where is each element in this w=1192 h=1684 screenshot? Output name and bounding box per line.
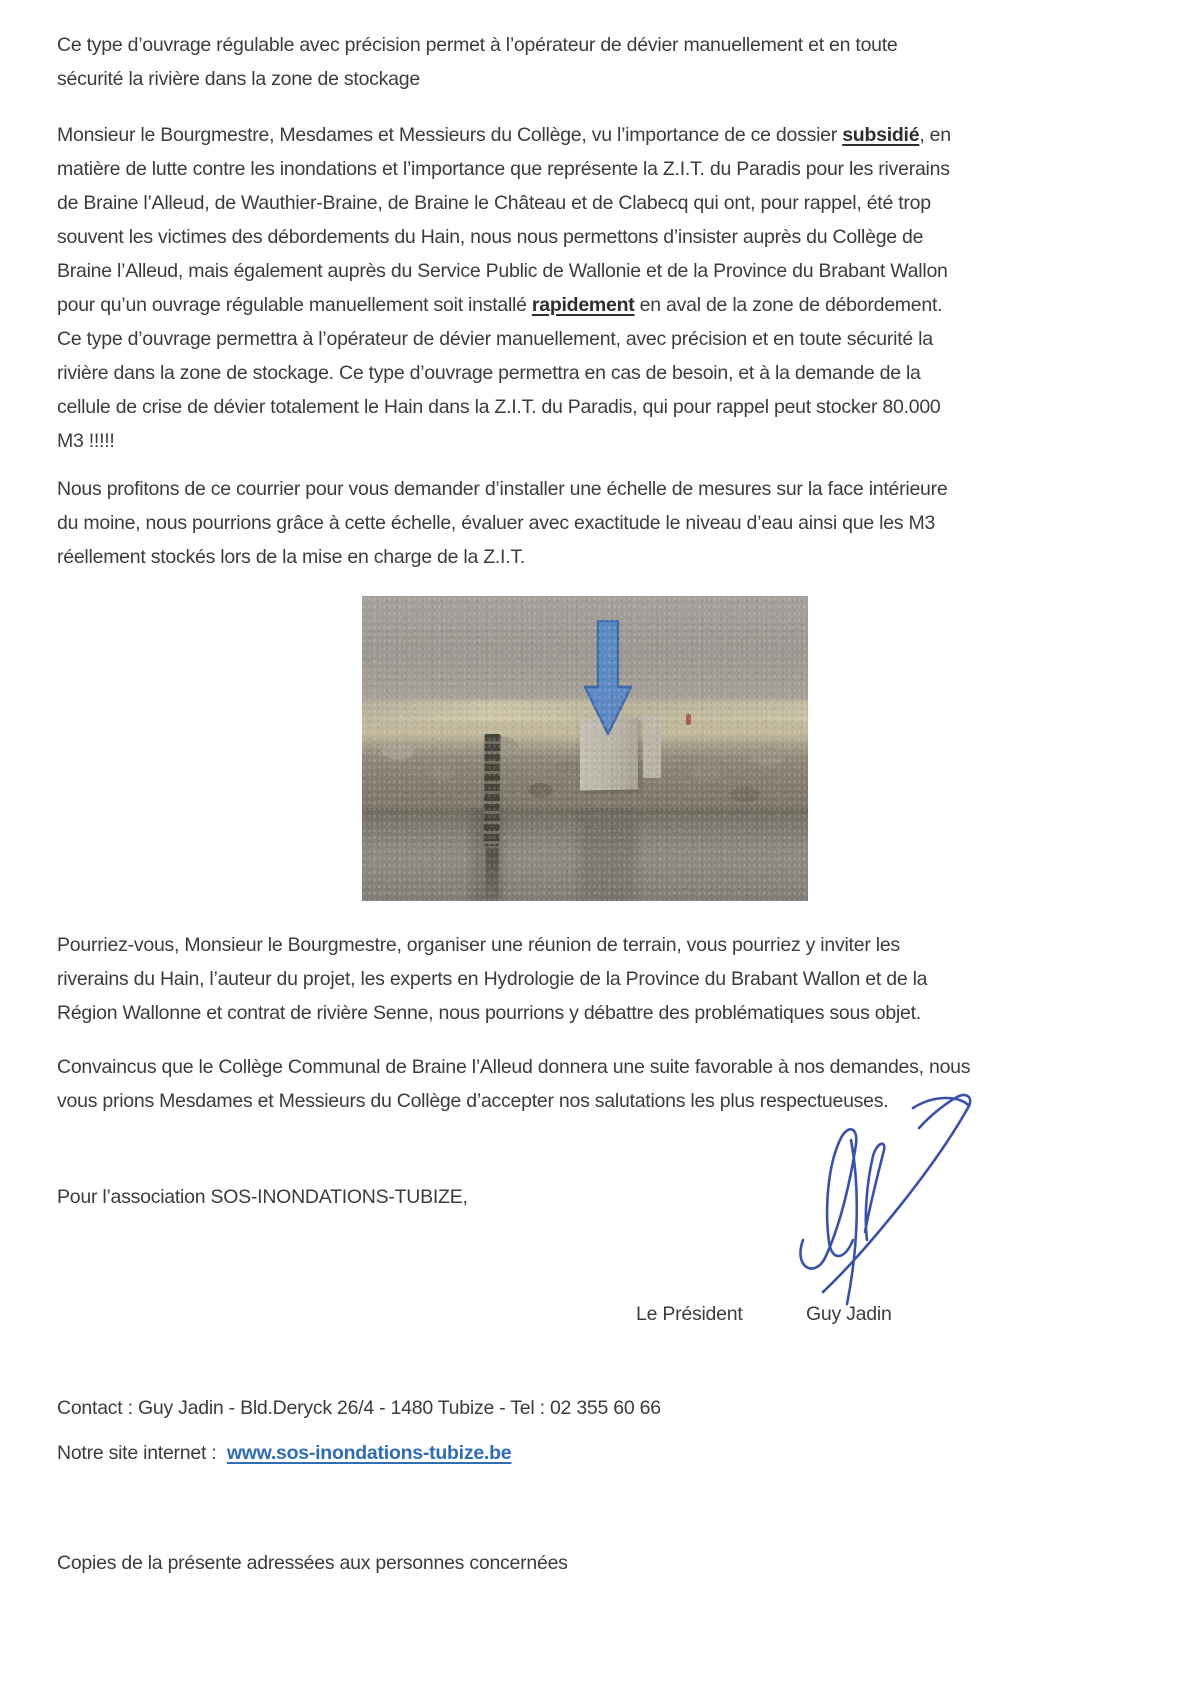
main-text-pre: Monsieur le Bourgmestre, Mesdames et Messieurs du Collège, vu l’importance de ce dossier (57, 124, 843, 146)
emphasis-subsidie: subsidié (842, 124, 920, 146)
website-label: Notre site internet : (57, 1442, 227, 1464)
red-marker-speck (686, 714, 691, 725)
president-name: Guy Jadin (806, 1303, 892, 1325)
paragraph-gauge-request: Nous profitons de ce courrier pour vous demander d’installer une échelle de mesures sur la face intérieure du moine, nous pourrions grâce à cette échelle, évaluer avec exactitude le niveau d’eau ainsi que les M3 réellement stockés lors de la mise en charge de la Z.I.T. (57, 478, 948, 568)
main-text-mid: , en matière de lutte contre les inondations et l’importance que représente la Z.I.T. du Paradis pour les riverains de Braine l’Alleud, de Wauthier-Braine, de Braine le Château et de Clabecq qui ont, pour rappel, été trop souvent les victimes des débordements du Hain, nous nous permettons d’insister auprès du Collège de Braine l’Alleud, mais également auprès du Service Public de Wallonie et de la Province du Brabant Wallon pour qu’un ouvrage régulable manuellement soit installé (57, 124, 951, 316)
main-text-post: en aval de la zone de débordement. Ce type d’ouvrage permettra à l’opérateur de dévier manuellement, avec précision et en toute sécurité la rivière dans la zone de stockage. Ce type d’ouvrage permettra en cas de besoin, et à la demande de la cellule de crise de dévier totalement le Hain dans la Z.I.T. du Paradis, qui pour rappel peut stocker 80.000 M3 !!!!! (57, 294, 943, 452)
weir-photo (362, 596, 808, 901)
paragraph-intro: Ce type d’ouvrage régulable avec précision permet à l’opérateur de dévier manuellement et en toute sécurité la rivière dans la zone de stockage (57, 34, 898, 90)
signature (765, 1082, 1000, 1312)
down-arrow-icon (584, 620, 632, 736)
paragraph-main (57, 118, 1057, 458)
concrete-post (643, 714, 661, 778)
copies-note: Copies de la présente adressées aux personnes concernées (57, 1552, 568, 1574)
emphasis-rapidement: rapidement (531, 294, 635, 316)
measuring-staff (484, 734, 501, 846)
website-link[interactable]: www.sos-inondations-tubize.be (226, 1442, 512, 1464)
paragraph-closing: Convaincus que le Collège Communal de Braine l’Alleud donnera une suite favorable à nos demandes, nous vous prions Mesdames et Messieurs du Collège d’accepter nos salutations les plus respectueuses. (57, 1056, 971, 1112)
moine-reflection (584, 812, 638, 878)
paragraph-meeting-request: Pourriez-vous, Monsieur le Bourgmestre, organiser une réunion de terrain, vous pourriez y inviter les riverains du Hain, l’auteur du projet, les experts en Hydrologie de la Province du Brabant Wallon et de la Région Wallonne et contrat de rivière Senne, nous pourrions y débattre des problématiques sous objet. (57, 934, 928, 1024)
website-line (57, 1436, 1057, 1470)
contact-line: Contact : Guy Jadin - Bld.Deryck 26/4 - 1480 Tubize - Tel : 02 355 60 66 (57, 1397, 661, 1419)
president-title: Le Président (636, 1303, 743, 1325)
staff-reflection (486, 848, 499, 898)
association-line: Pour l’association SOS-INONDATIONS-TUBIZE, (57, 1186, 468, 1208)
